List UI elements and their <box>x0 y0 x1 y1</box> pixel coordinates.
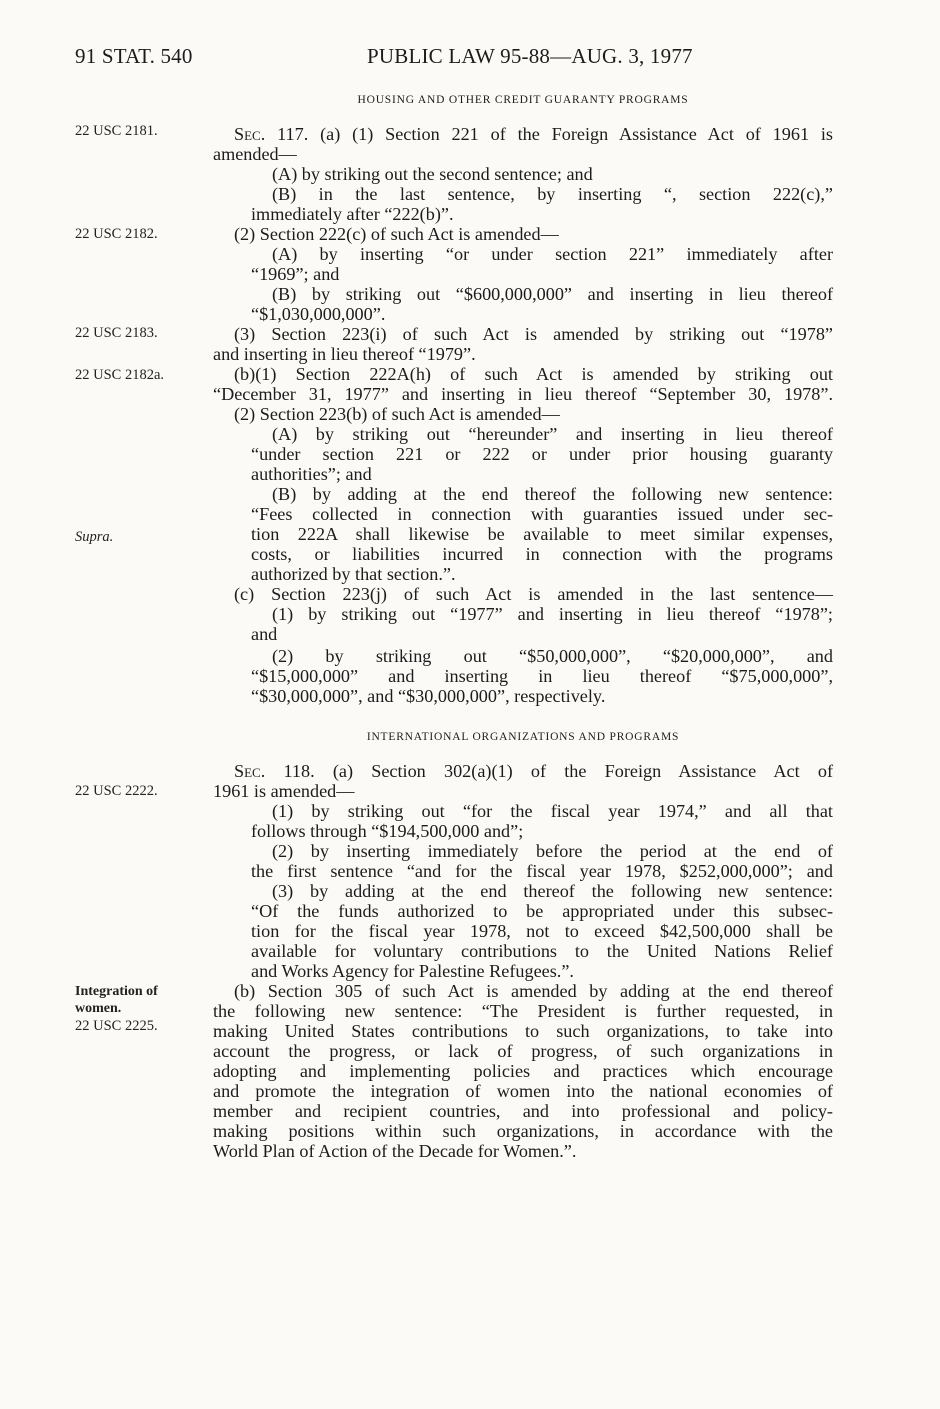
text-line: (A) by striking out the second sentence; and <box>272 164 593 184</box>
text-line: (2) Section 223(b) of such Act is amended— <box>234 404 560 424</box>
text-line: Sec. 117. (a) (1) Section 221 of the Foreign Assistance Act of 1961 is <box>234 124 833 144</box>
margin-note: 22 USC 2225. <box>75 1018 158 1034</box>
margin-note: 22 USC 2222. <box>75 783 158 799</box>
text-line: making positions within such organizations, in accordance with the <box>213 1121 833 1141</box>
text-line: “Fees collected in connection with guaranties issued under sec- <box>251 504 833 524</box>
text-line: Sec. 118. (a) Section 302(a)(1) of the Foreign Assistance Act of <box>234 761 833 781</box>
text-line: (3) by adding at the end thereof the following new sentence: <box>272 881 833 901</box>
text-line: authorities”; and <box>251 464 372 484</box>
text-line: (3) Section 223(i) of such Act is amended by striking out “1978” <box>234 324 833 344</box>
text-line: tion 222A shall likewise be available to meet similar expenses, <box>251 524 833 544</box>
text-line: the following new sentence: “The President is further requested, in <box>213 1001 833 1021</box>
text-line: “$30,000,000”, and “$30,000,000”, respectively. <box>251 686 606 706</box>
text-line: (1) by striking out “for the fiscal year 1974,” and all that <box>272 801 833 821</box>
text-line: and inserting in lieu thereof “1979”. <box>213 344 476 364</box>
text-line: and <box>251 624 278 644</box>
margin-note: Supra. <box>75 529 114 545</box>
sec-label: Sec. <box>234 761 266 781</box>
text-line: 1961 is amended— <box>213 781 355 801</box>
text-line: (A) by striking out “hereunder” and inserting in lieu thereof <box>272 424 833 444</box>
text-line: (A) by inserting “or under section 221” immediately after <box>272 244 833 264</box>
margin-note: Integration of <box>75 984 158 999</box>
text-line: costs, or liabilities incurred in connection with the programs <box>251 544 833 564</box>
text-line: available for voluntary contributions to the United Nations Relief <box>251 941 833 961</box>
text-line: “$1,030,000,000”. <box>251 304 386 324</box>
text-line: (B) by striking out “$600,000,000” and inserting in lieu thereof <box>272 284 833 304</box>
text-line: (B) in the last sentence, by inserting “, section 222(c),” <box>272 184 833 204</box>
text-line: (b) Section 305 of such Act is amended by adding at the end thereof <box>234 981 833 1001</box>
text-line: immediately after “222(b)”. <box>251 204 454 224</box>
text-line: adopting and implementing policies and practices which encourage <box>213 1061 833 1081</box>
text-line: member and recipient countries, and into professional and policy- <box>213 1101 833 1121</box>
text-line: amended— <box>213 144 297 164</box>
section-heading-housing: HOUSING AND OTHER CREDIT GUARANTY PROGRAMS <box>357 94 689 106</box>
margin-note: women. <box>75 1001 122 1016</box>
text-line: “Of the funds authorized to be appropriated under this subsec- <box>251 901 833 921</box>
text-line: (2) Section 222(c) of such Act is amended— <box>234 224 559 244</box>
margin-note: 22 USC 2182a. <box>75 367 165 383</box>
margin-note: 22 USC 2183. <box>75 325 158 341</box>
margin-note: 22 USC 2182. <box>75 226 158 242</box>
text-line: the first sentence “and for the fiscal year 1978, $252,000,000”; and <box>251 861 833 881</box>
margin-note: 22 USC 2181. <box>75 123 158 139</box>
text-line: tion for the fiscal year 1978, not to exceed $42,500,000 shall be <box>251 921 833 941</box>
text-line: (c) Section 223(j) of such Act is amended in the last sentence— <box>234 584 833 604</box>
text-line: (2) by inserting immediately before the period at the end of <box>272 841 833 861</box>
text-line: “$15,000,000” and inserting in lieu thereof “$75,000,000”, <box>251 666 833 686</box>
text-line: “under section 221 or 222 or under prior housing guaranty <box>251 444 833 464</box>
text-line: (B) by adding at the end thereof the following new sentence: <box>272 484 833 504</box>
text-line: and promote the integration of women into the national economies of <box>213 1081 833 1101</box>
text-line: authorized by that section.”. <box>251 564 456 584</box>
text-line: (1) by striking out “1977” and inserting in lieu thereof “1978”; <box>272 604 833 624</box>
text-line: (b)(1) Section 222A(h) of such Act is amended by striking out <box>234 364 833 384</box>
text-line: account the progress, or lack of progress, of such organizations in <box>213 1041 833 1061</box>
text-line: “December 31, 1977” and inserting in lieu thereof “September 30, 1978”. <box>213 384 833 404</box>
sec-label: Sec. <box>234 124 266 144</box>
text-line: follows through “$194,500,000 and”; <box>251 821 524 841</box>
text-line: making United States contributions to such organizations, to take into <box>213 1021 833 1041</box>
public-law-header: PUBLIC LAW 95-88—AUG. 3, 1977 <box>367 44 693 68</box>
text-line: and Works Agency for Palestine Refugees.”. <box>251 961 574 981</box>
section-heading-international: INTERNATIONAL ORGANIZATIONS AND PROGRAMS <box>366 731 680 743</box>
text-line: “1969”; and <box>251 264 340 284</box>
text-line: World Plan of Action of the Decade for Women.”. <box>213 1141 577 1161</box>
statute-page-number: 91 STAT. 540 <box>75 44 193 68</box>
text-line: (2) by striking out “$50,000,000”, “$20,000,000”, and <box>272 646 833 666</box>
